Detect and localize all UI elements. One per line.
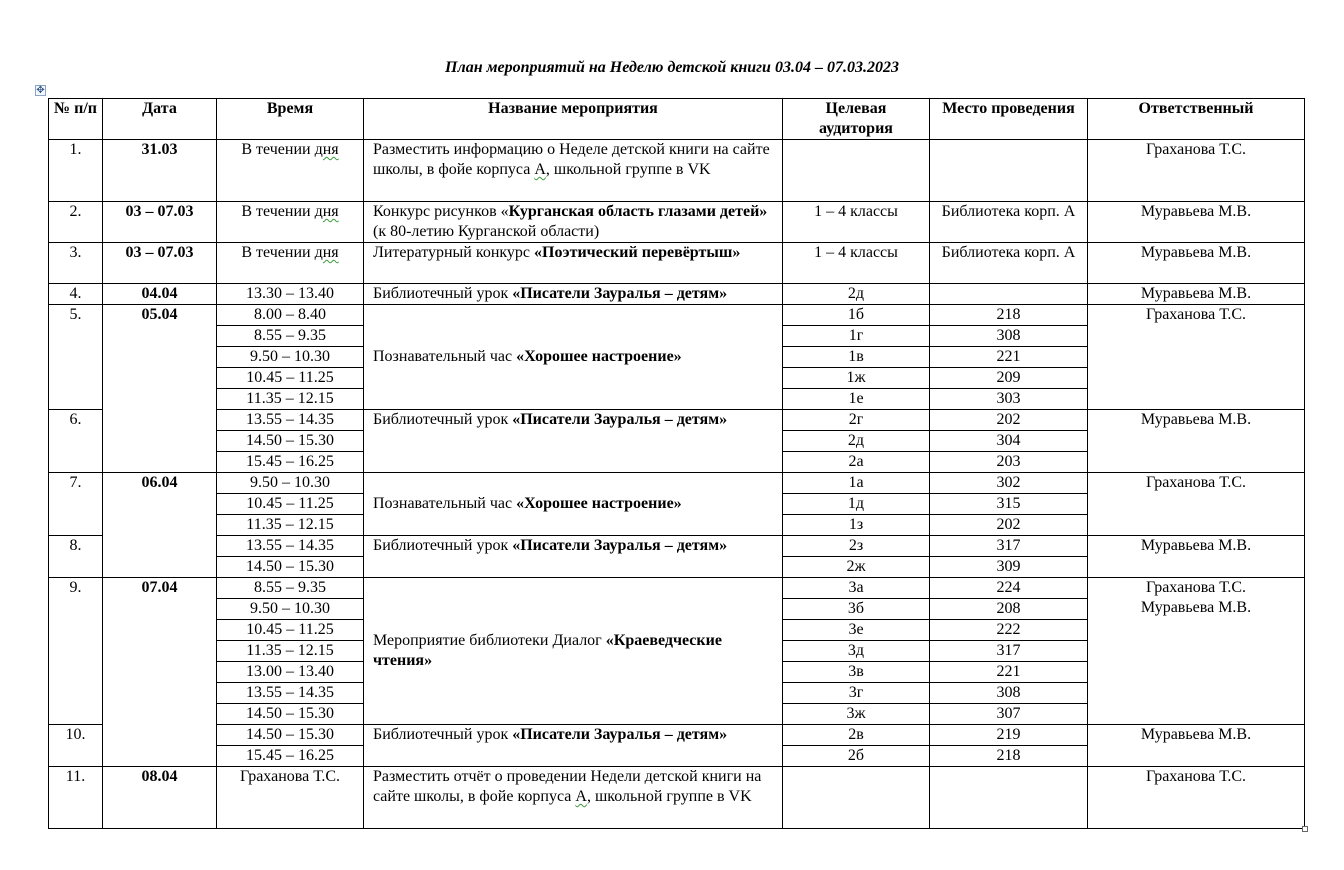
row-time: 11.35 – 12.15 <box>217 641 364 662</box>
row-event-bold: «Писатели Зауралья – детям» <box>512 726 728 743</box>
row-audience: 3в <box>783 662 930 683</box>
row-place: 218 <box>930 305 1088 326</box>
header-date: Дата <box>103 99 217 140</box>
row-event-bold: «Поэтический перевёртыш» <box>534 244 741 261</box>
row-event-text: Разместить отчёт о проведении Недели детской книги на сайте школы, в фойе корпуса <box>373 768 762 805</box>
row-place: 218 <box>930 746 1088 767</box>
row-responsible: Муравьева М.В. <box>1088 410 1305 473</box>
header-time: Время <box>217 99 364 140</box>
row-time: 14.50 – 15.30 <box>217 431 364 452</box>
row-place: 203 <box>930 452 1088 473</box>
table-row <box>49 578 1305 599</box>
table-resize-handle[interactable] <box>1302 826 1308 832</box>
row-time-text: В течении <box>241 244 315 261</box>
table-row <box>49 473 1305 494</box>
row-num: 9. <box>49 578 103 725</box>
row-audience: 2з <box>783 536 930 557</box>
row-event <box>364 140 783 202</box>
row-responsible: Граханова Т.С. <box>1088 473 1305 536</box>
row-place: 222 <box>930 620 1088 641</box>
table-row <box>49 767 1305 829</box>
row-date: 31.03 <box>103 140 217 202</box>
row-place: 315 <box>930 494 1088 515</box>
row-audience: 1 – 4 классы <box>783 202 930 243</box>
row-num: 5. <box>49 305 103 410</box>
row-place: 221 <box>930 347 1088 368</box>
row-num: 10. <box>49 725 103 767</box>
header-responsible: Ответственный <box>1088 99 1305 140</box>
row-place: 308 <box>930 326 1088 347</box>
row-time: 15.45 – 16.25 <box>217 452 364 473</box>
row-time: 9.50 – 10.30 <box>217 599 364 620</box>
row-date: 03 – 07.03 <box>103 243 217 284</box>
row-event-text: Библиотечный урок <box>373 537 513 554</box>
row-time-word: дня <box>314 141 339 158</box>
row-place: 317 <box>930 641 1088 662</box>
row-place <box>930 767 1088 829</box>
row-time: 14.50 – 15.30 <box>217 725 364 746</box>
header-event: Название мероприятия <box>364 99 783 140</box>
row-event-bold: «Хорошее настроение» <box>516 348 682 365</box>
row-place: 302 <box>930 473 1088 494</box>
header-num: № п/п <box>49 99 103 140</box>
table-move-handle-icon[interactable]: ✥ <box>36 85 45 96</box>
row-audience: 1ж <box>783 368 930 389</box>
row-time: 8.55 – 9.35 <box>217 578 364 599</box>
row-event-letter: А <box>534 161 546 178</box>
row-audience: 1з <box>783 515 930 536</box>
row-event-text: Библиотечный урок <box>373 285 513 302</box>
row-date: 07.04 <box>103 578 217 767</box>
row-responsible: Муравьева М.В. <box>1088 725 1305 767</box>
row-time <box>217 140 364 202</box>
row-audience: 3б <box>783 599 930 620</box>
row-event-text-end: , школьной группе в VK <box>586 788 752 805</box>
row-time: 14.50 – 15.30 <box>217 557 364 578</box>
row-time: 10.45 – 11.25 <box>217 494 364 515</box>
row-num: 6. <box>49 410 103 473</box>
row-event-text: Разместить информацию о Неделе детской книги на сайте школы, в фойе корпуса <box>373 141 770 178</box>
table-header-row <box>49 99 1305 140</box>
row-event-text: Литературный конкурс <box>373 244 535 261</box>
document-title: План мероприятий на Неделю детской книги 03.04 – 07.03.2023 <box>445 59 899 76</box>
row-audience: 1в <box>783 347 930 368</box>
row-responsible: Муравьева М.В. <box>1088 284 1305 305</box>
row-time: 9.50 – 10.30 <box>217 347 364 368</box>
row-place: 317 <box>930 536 1088 557</box>
row-time <box>217 243 364 284</box>
row-audience: 1 – 4 классы <box>783 243 930 284</box>
row-time: 13.55 – 14.35 <box>217 536 364 557</box>
row-event <box>364 767 783 829</box>
row-place: 309 <box>930 557 1088 578</box>
row-event-text: Библиотечный урок <box>373 411 513 428</box>
row-place <box>930 140 1088 202</box>
row-time-text: В течении <box>241 141 315 158</box>
row-num: 1. <box>49 140 103 202</box>
row-place: Библиотека корп. А <box>930 243 1088 284</box>
row-audience: 1д <box>783 494 930 515</box>
table-row <box>49 243 1305 284</box>
row-time: 8.55 – 9.35 <box>217 326 364 347</box>
row-event-letter: А <box>575 788 587 805</box>
row-num: 7. <box>49 473 103 536</box>
row-event-text-end: (к 80-летию Курганской области) <box>373 223 600 240</box>
row-num: 8. <box>49 536 103 578</box>
row-audience: 1г <box>783 326 930 347</box>
row-responsible <box>1088 578 1305 725</box>
row-date: 05.04 <box>103 305 217 473</box>
row-num: 11. <box>49 767 103 829</box>
row-audience: 2ж <box>783 557 930 578</box>
row-event-text: Познавательный час <box>373 495 517 512</box>
row-responsible: Муравьева М.В. <box>1088 536 1305 578</box>
row-place: 224 <box>930 578 1088 599</box>
row-time <box>217 202 364 243</box>
row-place: 308 <box>930 683 1088 704</box>
row-event-bold: «Писатели Зауралья – детям» <box>512 411 728 428</box>
table-row <box>49 305 1305 326</box>
row-time: 14.50 – 15.30 <box>217 704 364 725</box>
row-num: 4. <box>49 284 103 305</box>
row-audience <box>783 767 930 829</box>
row-time: 8.00 – 8.40 <box>217 305 364 326</box>
row-audience: 3г <box>783 683 930 704</box>
row-date: 08.04 <box>103 767 217 829</box>
row-place <box>930 284 1088 305</box>
row-place: 202 <box>930 410 1088 431</box>
row-time: 13.30 – 13.40 <box>217 284 364 305</box>
row-time: 11.35 – 12.15 <box>217 515 364 536</box>
row-event-text: Мероприятие библиотеки Диалог <box>373 632 606 649</box>
row-event <box>364 202 783 243</box>
row-event-text: Конкурс рисунков « <box>373 203 509 220</box>
row-event-bold: «Хорошее настроение» <box>516 495 682 512</box>
table-row <box>49 284 1305 305</box>
row-time: 9.50 – 10.30 <box>217 473 364 494</box>
row-time: 10.45 – 11.25 <box>217 368 364 389</box>
row-place: 304 <box>930 431 1088 452</box>
row-audience: 3д <box>783 641 930 662</box>
row-event-bold: «Краеведческие чтения» <box>373 632 722 669</box>
row-place: 221 <box>930 662 1088 683</box>
row-time: 11.35 – 12.15 <box>217 389 364 410</box>
row-responsible: Граханова Т.С. <box>1088 305 1305 410</box>
row-audience: 2г <box>783 410 930 431</box>
row-audience: 2а <box>783 452 930 473</box>
row-num: 3. <box>49 243 103 284</box>
row-place: 303 <box>930 389 1088 410</box>
row-event <box>364 725 783 767</box>
row-responsible: Муравьева М.В. <box>1088 202 1305 243</box>
table-row <box>49 202 1305 243</box>
row-audience: 1а <box>783 473 930 494</box>
row-time: Граханова Т.С. <box>217 767 364 829</box>
row-event <box>364 305 783 410</box>
row-time: 13.00 – 13.40 <box>217 662 364 683</box>
row-audience <box>783 140 930 202</box>
row-responsible-second: Муравьева М.В. <box>1140 599 1252 616</box>
row-audience: 2д <box>783 284 930 305</box>
row-place: 202 <box>930 515 1088 536</box>
row-event <box>364 536 783 578</box>
row-time: 10.45 – 11.25 <box>217 620 364 641</box>
row-event <box>364 243 783 284</box>
row-time-word: дня <box>314 244 339 261</box>
table-row <box>49 410 1305 431</box>
row-num: 2. <box>49 202 103 243</box>
row-event-text-end: , школьной группе в VK <box>545 161 711 178</box>
row-time: 13.55 – 14.35 <box>217 410 364 431</box>
row-audience: 2д <box>783 431 930 452</box>
row-responsible: Граханова Т.С. <box>1088 767 1305 829</box>
row-event <box>364 473 783 536</box>
row-place: 219 <box>930 725 1088 746</box>
row-date: 04.04 <box>103 284 217 305</box>
row-audience: 3ж <box>783 704 930 725</box>
row-time-word: дня <box>314 203 339 220</box>
header-place: Место проведения <box>930 99 1088 140</box>
row-responsible: Граханова Т.С. <box>1088 140 1305 202</box>
row-date: 03 – 07.03 <box>103 202 217 243</box>
table-row <box>49 725 1305 746</box>
events-plan-table <box>48 98 1305 829</box>
row-place: 208 <box>930 599 1088 620</box>
row-event-bold: «Писатели Зауралья – детям» <box>512 537 728 554</box>
row-event-text: Познавательный час <box>373 348 517 365</box>
row-event-bold: Курганская область глазами детей» <box>508 203 768 220</box>
row-event-bold: «Писатели Зауралья – детям» <box>512 285 728 302</box>
table-row <box>49 536 1305 557</box>
row-place: Библиотека корп. А <box>930 202 1088 243</box>
row-place: 209 <box>930 368 1088 389</box>
row-time: 15.45 – 16.25 <box>217 746 364 767</box>
row-audience: 3е <box>783 620 930 641</box>
header-audience: Целевая аудитория <box>783 99 930 140</box>
row-responsible-first: Граханова Т.С. <box>1145 579 1247 596</box>
row-time-text: В течении <box>241 203 315 220</box>
row-event-text: Библиотечный урок <box>373 726 513 743</box>
row-audience: 1е <box>783 389 930 410</box>
row-event <box>364 578 783 725</box>
row-event <box>364 284 783 305</box>
row-audience: 3а <box>783 578 930 599</box>
row-audience: 1б <box>783 305 930 326</box>
row-audience: 2в <box>783 725 930 746</box>
row-responsible: Муравьева М.В. <box>1088 243 1305 284</box>
row-event <box>364 410 783 473</box>
row-place: 307 <box>930 704 1088 725</box>
row-time: 13.55 – 14.35 <box>217 683 364 704</box>
row-audience: 2б <box>783 746 930 767</box>
row-date: 06.04 <box>103 473 217 578</box>
table-row <box>49 140 1305 202</box>
